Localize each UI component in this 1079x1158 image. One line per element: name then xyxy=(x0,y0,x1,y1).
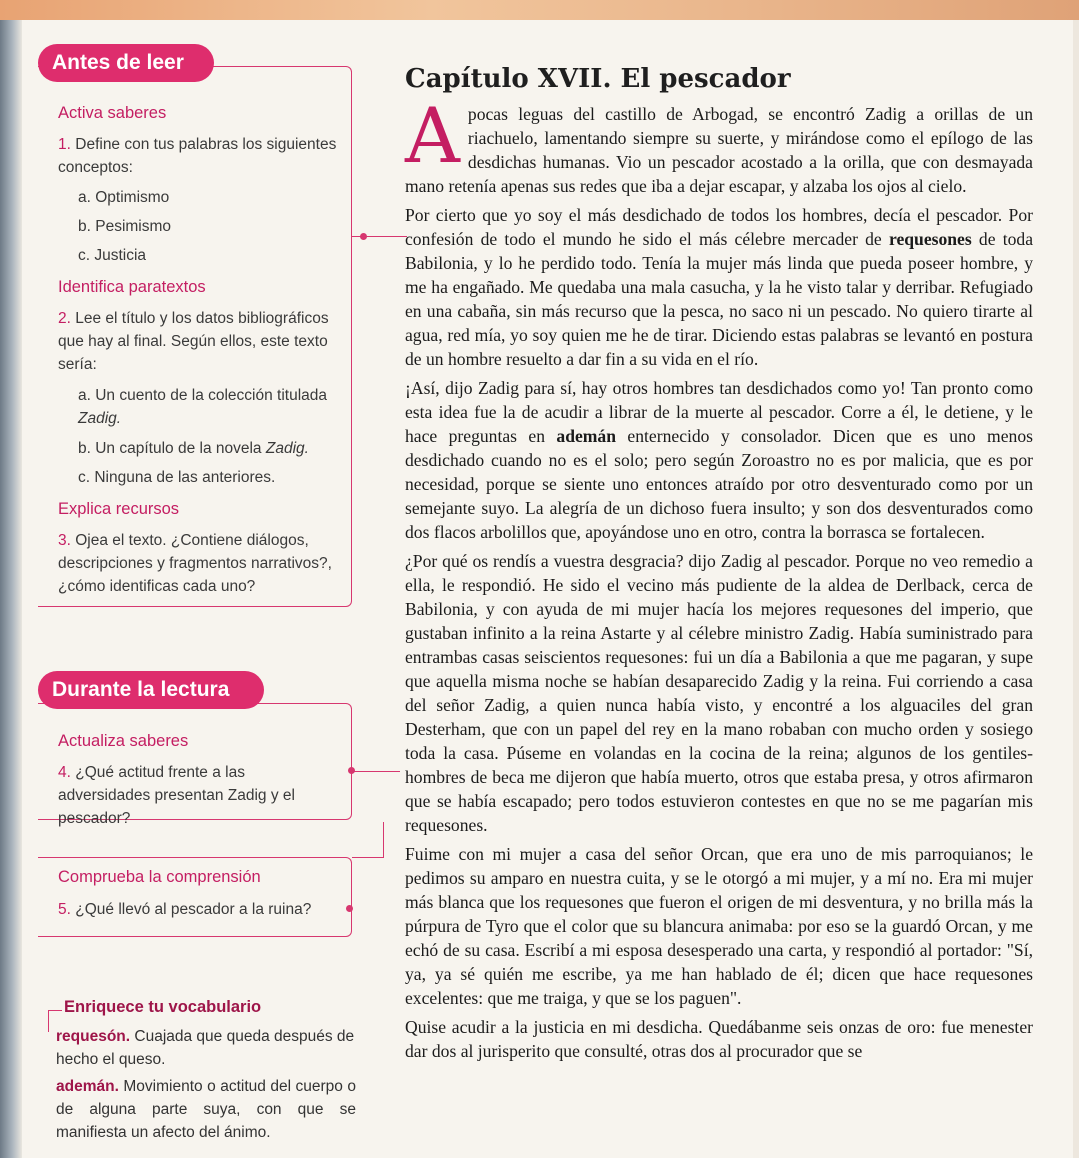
chapter-title: Capítulo XVII. El pescador xyxy=(405,64,791,94)
question-2-option-a-text: a. Un cuento de la colección titulada xyxy=(78,387,328,404)
question-2-option-b-title: Zadig. xyxy=(265,440,309,457)
question-2 xyxy=(58,307,342,376)
page-edge xyxy=(1073,20,1079,1158)
paragraph-1 xyxy=(405,91,1033,198)
paragraph-1-text: pocas leguas del castillo de Arbogad, se encontró Zadig a orillas de un riachuelo, lamentando siempre su suerte, y mirándose como el epílogo de las desdichas humanas. Vio un pescador acostado a la orilla, que con desmayada mano retenía apenas sus redes que iba a dejar escapar, y alzaba los ojos al cielo. xyxy=(405,104,1033,196)
question-1-number: 1. xyxy=(58,136,71,153)
question-2-option-c: c. Ninguna de las anteriores. xyxy=(78,469,276,486)
glossary-word-requesones: requesones xyxy=(888,229,972,249)
paragraph-3 xyxy=(405,376,1033,544)
paragraph-2 xyxy=(405,203,1033,371)
antes-de-leer-pill: Antes de leer xyxy=(38,44,214,82)
durante-la-lectura-pill: Durante la lectura xyxy=(38,671,264,709)
connector-line xyxy=(352,236,407,237)
question-2-text: Lee el título y los datos bibliográficos que hay al final. Según ellos, este texto sería: xyxy=(58,310,329,373)
paragraph-2-text-c: de toda Babilonia, y lo he perdido todo. Tenía la mujer más linda que pueda poseer hombre, y me ha engañado. Me quedaba una mala casucha, y la he visto talar y derribar. Refugiado en una cabaña, sin más recurso que la pesca, no saco ni un pescado. No quiero tirarte al agua, red mía, yo soy quien me he de tirar. Diciendo estas palabras se levantó en postura de un hombre resuelto a dar fin a su vida en el río. xyxy=(405,229,1034,369)
vocab-term-requeson: requesón. xyxy=(56,1028,131,1045)
vocabulario-heading: Enriquece tu vocabulario xyxy=(64,998,262,1016)
actualiza-saberes-heading: Actualiza saberes xyxy=(58,732,189,750)
question-1-option-c: c. Justicia xyxy=(78,247,147,264)
question-3-number: 3. xyxy=(58,532,71,549)
glossary-word-ademan: ademán xyxy=(556,426,617,446)
vocab-entry-requeson xyxy=(56,1025,356,1071)
question-4-number: 4. xyxy=(58,764,71,781)
question-5 xyxy=(58,898,338,921)
question-5-text: ¿Qué llevó al pescador a la ruina? xyxy=(75,901,312,918)
question-1 xyxy=(58,133,342,179)
paragraph-6: Quise acudir a la justicia en mi desdicha. Quedábanme seis onzas de oro: fue menester dar dos al jurisperito que consulté, otras dos al procurador que se xyxy=(405,1017,1033,1061)
drop-cap: A xyxy=(405,91,460,180)
vocab-def-ademan: Movimiento o actitud del cuerpo o de alguna parte suya, con que se manifiesta un afecto del ánimo. xyxy=(56,1078,356,1141)
article-body xyxy=(405,91,1034,1068)
question-2-option-a-title: Zadig. xyxy=(78,410,122,427)
paragraph-4: ¿Por qué os rendís a vuestra desgracia? dijo Zadig al pescador. Porque no veo remedio a ella, le respondió. He sido el vecino más pudiente de la aldea de Derlback, cerca de Babilonia, y con ayuda de mi mujer hacía los mejores requesones del imperio, que gustaban infinito a la reina Astarte y al célebre ministro Zadig. Había suministrado para entrambas casas seiscientos requesones: fui un día a Babilonia a que me pagaran, y supe que aquella misma noche se habían desaparecido Zadig y la reina. Fui corriendo a casa del señor Zadig, a quien nunca había visto, y encontré a los alguaciles del gran Desterham, que con un papel del rey en la mano robaban con mucho orden y sosiego toda la casa. Púseme en volandas en la cocina de la reina; algunos de los gentiles-hombres de beca me dijeron que había muerto, otros que estaba presa, y otros afirmaron que se había escapado; pero todos estuvieron contestes en que no se me pagarían mis requesones. xyxy=(405,551,1033,835)
explica-recursos-heading: Explica recursos xyxy=(58,500,180,518)
vocab-bracket-top xyxy=(48,1010,62,1011)
question-1-option-a: a. Optimismo xyxy=(78,189,170,206)
comprueba-comprension-heading: Comprueba la comprensión xyxy=(58,868,261,886)
vocab-bracket-line xyxy=(48,1010,49,1032)
vocab-def-requeson: Cuajada que queda después de hecho el queso. xyxy=(56,1028,355,1068)
question-3-text: Ojea el texto. ¿Contiene diálogos, descripciones y fragmentos narrativos?, ¿cómo identificas cada uno? xyxy=(58,532,332,595)
connector-vertical-5 xyxy=(383,822,384,857)
question-5-number: 5. xyxy=(58,901,71,918)
connector-line-5 xyxy=(352,857,384,858)
question-3 xyxy=(58,529,342,598)
vocab-term-ademan: ademán. xyxy=(56,1078,119,1095)
question-2-option-b-text: b. Un capítulo de la novela xyxy=(78,440,262,457)
connector-dot-5 xyxy=(346,905,353,912)
book-binding-shadow xyxy=(0,20,22,1158)
question-1-text: Define con tus palabras los siguientes conceptos: xyxy=(58,136,337,176)
paragraph-3-text-c: enternecido y consolador. Dicen que es uno menos desdichado cuando no es el solo; pero según Zoroastro no es por malicia, que es por necesidad, porque se siente uno entonces atraído por otro desventurado como por un semejante suyo. La alegría de un dichoso fuera insulto; y son dos desventurados como dos flacos arbolillos que, apoyándose uno en otro, contra la borrasca se fortalecen. xyxy=(405,426,1033,542)
question-2-option-b xyxy=(78,437,346,460)
paragraph-3-text-a: ¡Así, dijo Zadig para sí, hay otros hombres tan desdichados como yo! Tan pronto como esta idea fue la de acudir a librar de la muerte al pescador. Corre a él, le detiene, y le hace preguntas en xyxy=(405,378,1033,446)
identifica-paratextos-heading: Identifica paratextos xyxy=(58,278,206,296)
question-2-number: 2. xyxy=(58,310,71,327)
question-4-text: ¿Qué actitud frente a las adversidades presentan Zadig y el pescador? xyxy=(58,764,295,827)
activa-saberes-heading: Activa saberes xyxy=(58,104,167,122)
question-4 xyxy=(58,761,338,830)
question-1-option-b: b. Pesimismo xyxy=(78,218,172,235)
vocab-entry-ademan xyxy=(56,1075,356,1144)
question-2-option-a xyxy=(78,384,346,430)
paragraph-2-text-a: Por cierto que yo soy el más desdichado de todos los hombres, decía el pescador. Por confesión de todo el mundo he sido el más célebre mercader de xyxy=(405,205,1033,249)
top-edge-band xyxy=(0,0,1079,20)
paragraph-5: Fuime con mi mujer a casa del señor Orcan, que era uno de mis parroquianos; le pedimos su amparo en nuestra cuita, y se le otorgó a mi mujer, y a mí no. Era mi mujer más blanca que los requesones que fueron el origen de mi desventura, y no brilla más la púrpura de Tyro que el color que su blancura animaba: por eso se la guardó Orcan, y me echó de su casa. Escribí a mi esposa desesperado una carta, y respondió al portador: "Sí, ya, ya sé quién me escribe, ya me han hablado de él; dicen que hace requesones excelentes: que me traiga, y que se los paguen". xyxy=(405,844,1033,1008)
connector-line-4 xyxy=(352,771,400,772)
